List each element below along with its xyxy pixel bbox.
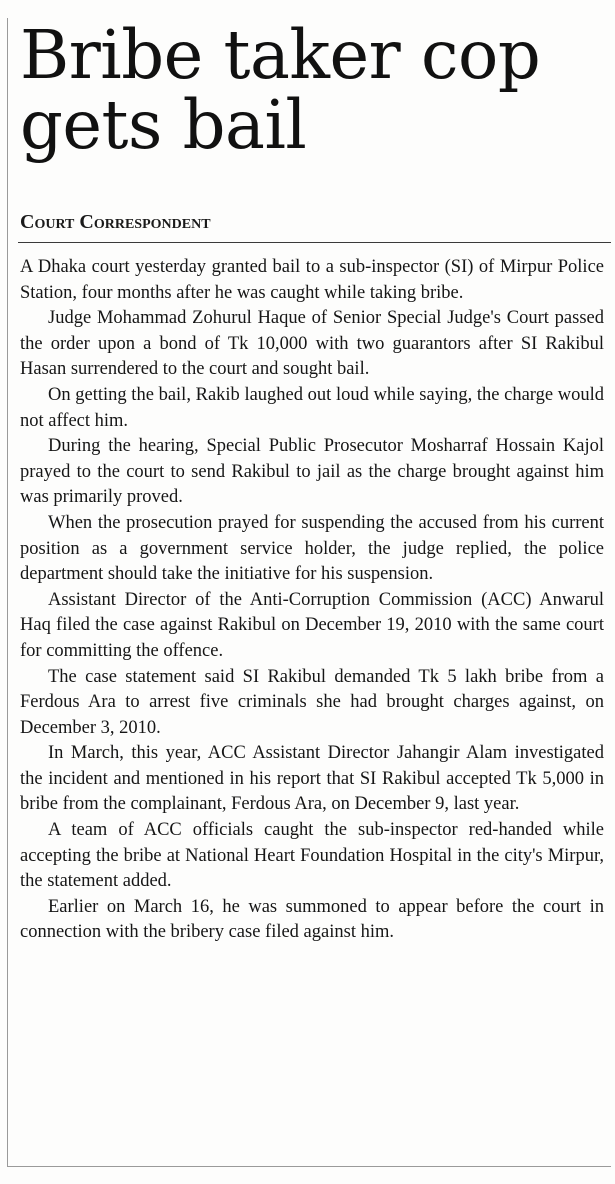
paragraph: The case statement said SI Rakibul demanded Tk 5 lakh bribe from a Ferdous Ara to arrest five criminals she had brought charges against, on December 3, 2010. [20, 666, 604, 738]
paragraph: Judge Mohammad Zohurul Haque of Senior Special Judge's Court passed the order upon a bond of Tk 10,000 with two guarantors after SI Rakibul Hasan surrendered to the court and sought bail. [20, 308, 604, 380]
column-rule-left [7, 18, 8, 1166]
paragraph: On getting the bail, Rakib laughed out loud while saying, the charge would not affect him. [20, 384, 604, 431]
paragraph: A Dhaka court yesterday granted bail to a sub-inspector (SI) of Mirpur Police Station, four months after he was caught while taking bribe. [20, 257, 604, 303]
paragraph: When the prosecution prayed for suspending the accused from his current position as a government service holder, the judge replied, the police department should take the initiative for his suspension. [20, 512, 604, 585]
article-body [20, 255, 604, 946]
column-rule-bottom [7, 1166, 611, 1167]
paragraph: A team of ACC officials caught the sub-inspector red-handed while accepting the bribe at National Heart Foundation Hospital in the city's Mirpur, the statement added. [20, 820, 604, 892]
byline-divider [18, 242, 611, 243]
paragraph: Assistant Director of the Anti-Corruption Commission (ACC) Anwarul Haq filed the case against Rakibul on December 19, 2010 with the same court for committing the offence. [20, 589, 604, 661]
paragraph: During the hearing, Special Public Prosecutor Mosharraf Hossain Kajol prayed to the court to send Rakibul to jail as the charge brought against him was primarily proved. [20, 436, 604, 508]
headline: Bribe taker cop gets bail [20, 16, 541, 164]
paragraph: In March, this year, ACC Assistant Director Jahangir Alam investigated the incident and mentioned in his report that SI Rakibul accepted Tk 5,000 in bribe from the complainant, Ferdous Ara, on December 9, last year. [20, 743, 604, 815]
byline: Court Correspondent [20, 211, 211, 233]
paragraph: Earlier on March 16, he was summoned to appear before the court in connection with the bribery case filed against him. [20, 896, 604, 943]
